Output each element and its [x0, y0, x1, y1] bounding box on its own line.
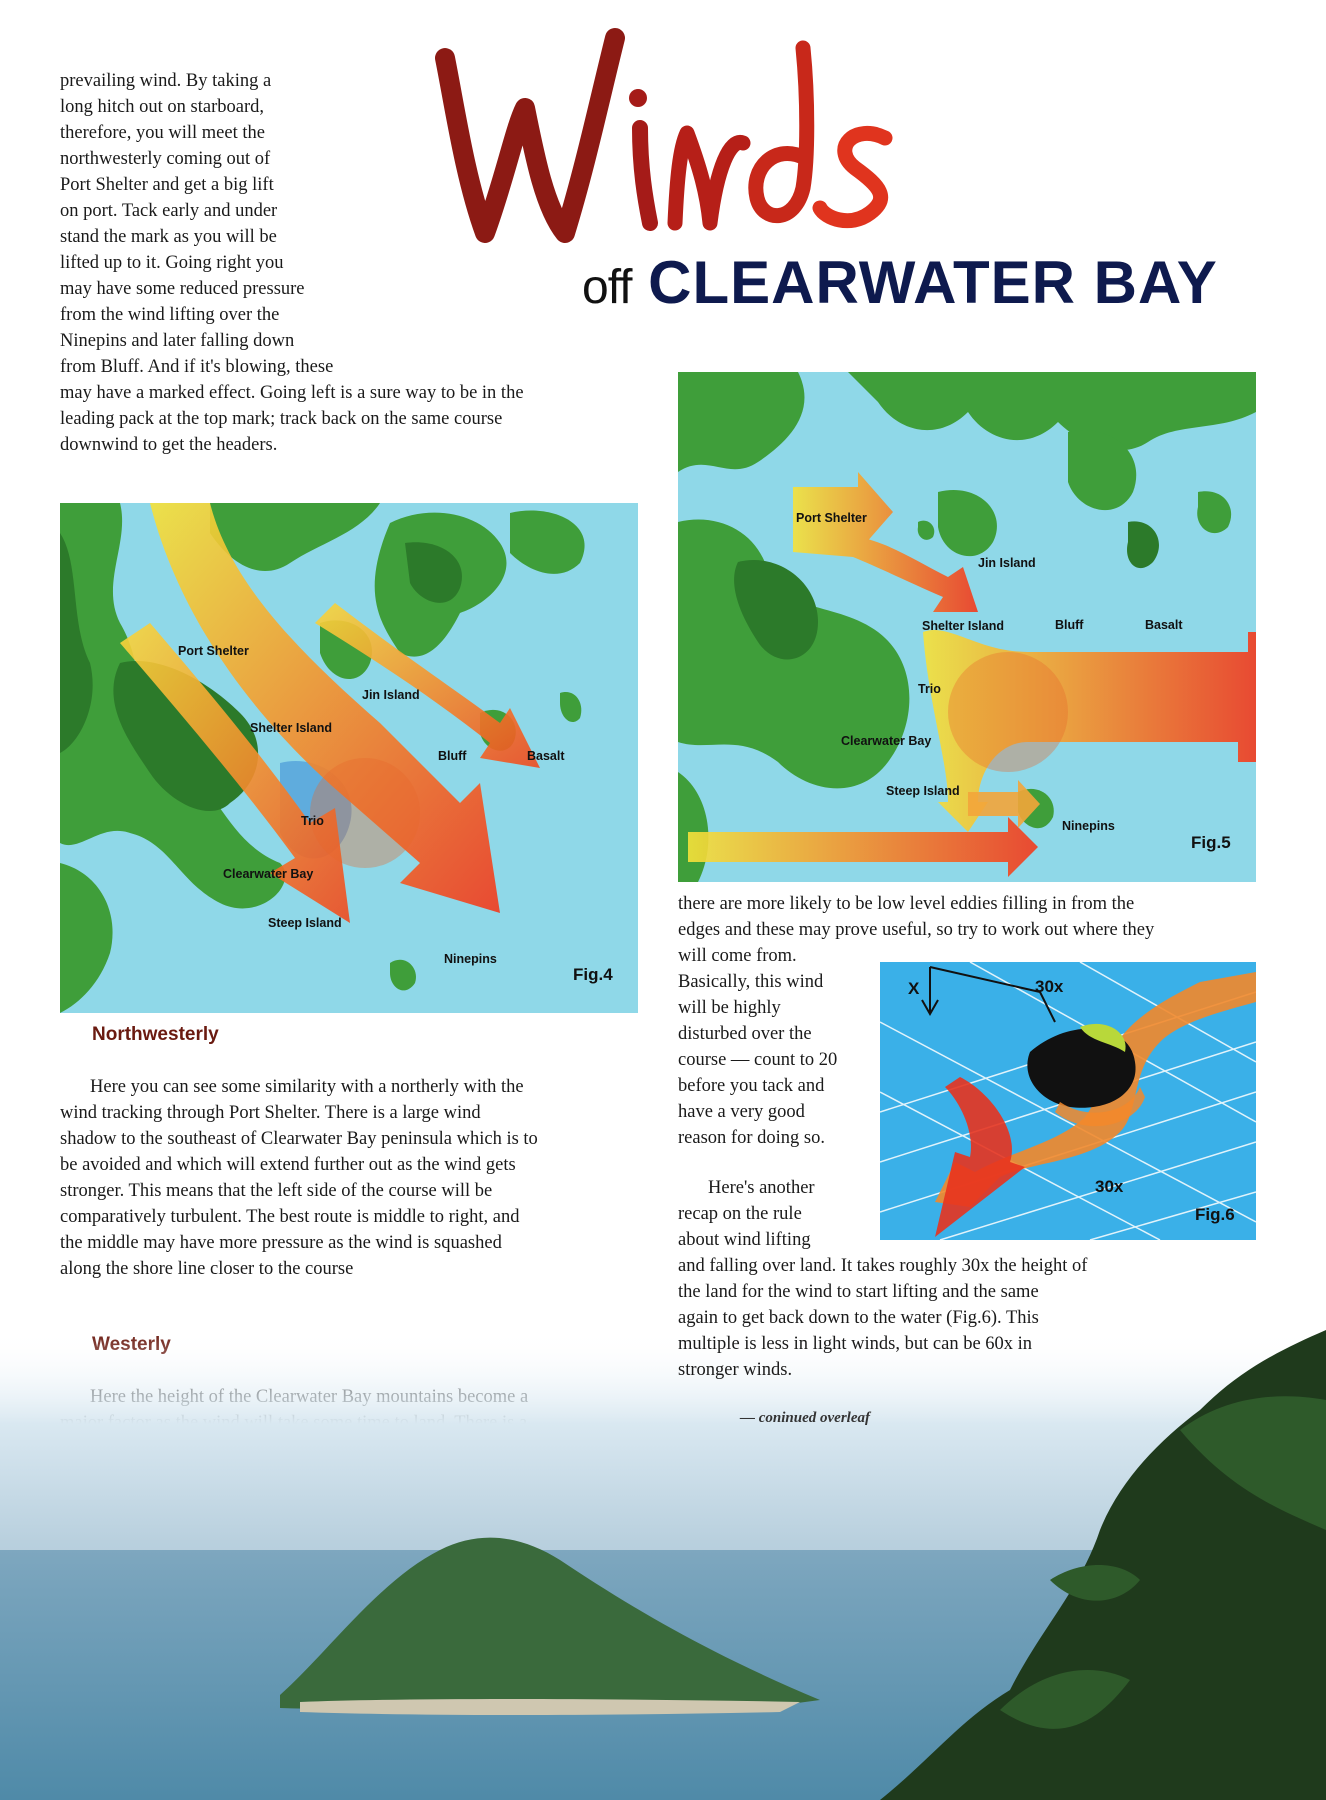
text-line: edges and these may prove useful, so try to work out where they [678, 920, 1155, 940]
right-narrow-text-1 [678, 969, 878, 1151]
text-line: will be highly [678, 998, 781, 1018]
text-line: disturbed over the [678, 1024, 812, 1044]
text-line: be avoided and which will extend further out as the wind gets [60, 1155, 516, 1175]
continued-note: — coninued overleaf [740, 1410, 870, 1426]
text-line: about wind lifting [678, 1230, 811, 1250]
fig6-x-label: X [908, 979, 920, 998]
fig4-label-clearwater-bay: Clearwater Bay [223, 867, 314, 881]
text-line: Port Shelter and get a big lift [60, 175, 274, 195]
subtitle-place: CLEARWATER BAY [648, 249, 1218, 316]
fig5-map [678, 372, 1256, 882]
fig5-label-basalt: Basalt [1145, 618, 1183, 632]
text-line: Ninepins and later falling down [60, 331, 295, 351]
text-line: course — count to 20 [678, 1050, 838, 1070]
text-line: again to get back down to the water (Fig.6). This [678, 1308, 1039, 1328]
background-photo [0, 1330, 1326, 1800]
fig4-label-port-shelter: Port Shelter [178, 644, 249, 658]
intro-wide [60, 380, 660, 458]
right-bottom-text [678, 1253, 1198, 1383]
text-line: lifted up to it. Going right you [60, 253, 284, 273]
right-narrow-text-2 [678, 1175, 878, 1253]
heading-northwesterly: Northwesterly [92, 1024, 219, 1045]
fig4-label-bluff: Bluff [438, 749, 467, 763]
text-line: comparatively turbulent. The best route is middle to right, and [60, 1207, 520, 1227]
text-line: prevailing wind. By taking a [60, 71, 272, 91]
text-line: reason for doing so. [678, 1128, 825, 1148]
fig6-caption: Fig.6 [1195, 1205, 1235, 1224]
fig6-ratio-top: 30x [1035, 977, 1064, 996]
text-line: will come from. [678, 946, 797, 966]
text-line: have a very good [678, 1102, 805, 1122]
text-line: stronger winds. [678, 1360, 793, 1380]
fig6-diagram [880, 962, 1256, 1240]
text-line: from the wind lifting over the [60, 305, 280, 325]
fig5-label-shelter-island: Shelter Island [922, 619, 1004, 633]
text-line: stronger. This means that the left side of the course will be [60, 1181, 493, 1201]
text-line: stand the mark as you will be [60, 227, 277, 247]
text-line: leading pack at the top mark; track back on the same course [60, 409, 503, 429]
text-line: and falling over land. It takes roughly 30x the height of [678, 1256, 1088, 1276]
text-line: wind tracking through Port Shelter. There is a large wind [60, 1103, 481, 1123]
text-line: on port. Tack early and under [60, 201, 278, 221]
fig4-label-trio: Trio [301, 814, 324, 828]
text-line: recap on the rule [678, 1204, 802, 1224]
text-line: downwind to get the headers. [60, 435, 278, 455]
text-line: before you tack and [678, 1076, 825, 1096]
fig4-label-basalt: Basalt [527, 749, 565, 763]
fig5-label-trio: Trio [918, 682, 941, 696]
fig5-label-ninepins: Ninepins [1062, 819, 1115, 833]
text-line: from Bluff. And if it's blowing, these [60, 357, 334, 377]
title-word: Winds [425, 18, 428, 19]
northwesterly-text [60, 1074, 670, 1282]
text-line: northwesterly coming out of [60, 149, 271, 169]
fig4-label-ninepins: Ninepins [444, 952, 497, 966]
fig5-label-bluff: Bluff [1055, 618, 1084, 632]
fig5-caption: Fig.5 [1191, 833, 1231, 852]
text-line: long hitch out on starboard, [60, 97, 264, 117]
fig6-ratio-bottom: 30x [1095, 1177, 1124, 1196]
text-line: the middle may have more pressure as the wind is squashed [60, 1233, 502, 1253]
text-line: may have some reduced pressure [60, 279, 305, 299]
fig4-caption: Fig.4 [573, 965, 613, 984]
fig4-label-jin-island: Jin Island [362, 688, 420, 702]
fig4-map [60, 503, 638, 1013]
subtitle-off: off [582, 261, 632, 314]
text-line: there are more likely to be low level eddies filling in from the [678, 894, 1135, 914]
text-line: Here's another [708, 1178, 815, 1198]
text-line: multiple is less in light winds, but can be 60x in [678, 1334, 1033, 1354]
fig5-label-port-shelter: Port Shelter [796, 511, 867, 525]
text-line: may have a marked effect. Going left is a sure way to be in the [60, 383, 524, 403]
right-wide-text [678, 891, 1278, 969]
text-line: along the shore line closer to the course [60, 1259, 354, 1279]
fig4-label-shelter-island: Shelter Island [250, 721, 332, 735]
intro-narrow [60, 68, 400, 380]
text-line: Basically, this wind [678, 972, 824, 992]
title-winds-lettering [425, 18, 925, 258]
subtitle [582, 248, 1218, 323]
fig4-label-steep-island: Steep Island [268, 916, 342, 930]
fig5-label-jin-island: Jin Island [978, 556, 1036, 570]
fig5-label-steep-island: Steep Island [886, 784, 960, 798]
text-line: therefore, you will meet the [60, 123, 265, 143]
text-line: Here you can see some similarity with a northerly with the [90, 1077, 524, 1097]
text-line: shadow to the southeast of Clearwater Bay peninsula which is to [60, 1129, 538, 1149]
text-line: the land for the wind to start lifting and the same [678, 1282, 1039, 1302]
fig5-label-clearwater-bay: Clearwater Bay [841, 734, 932, 748]
